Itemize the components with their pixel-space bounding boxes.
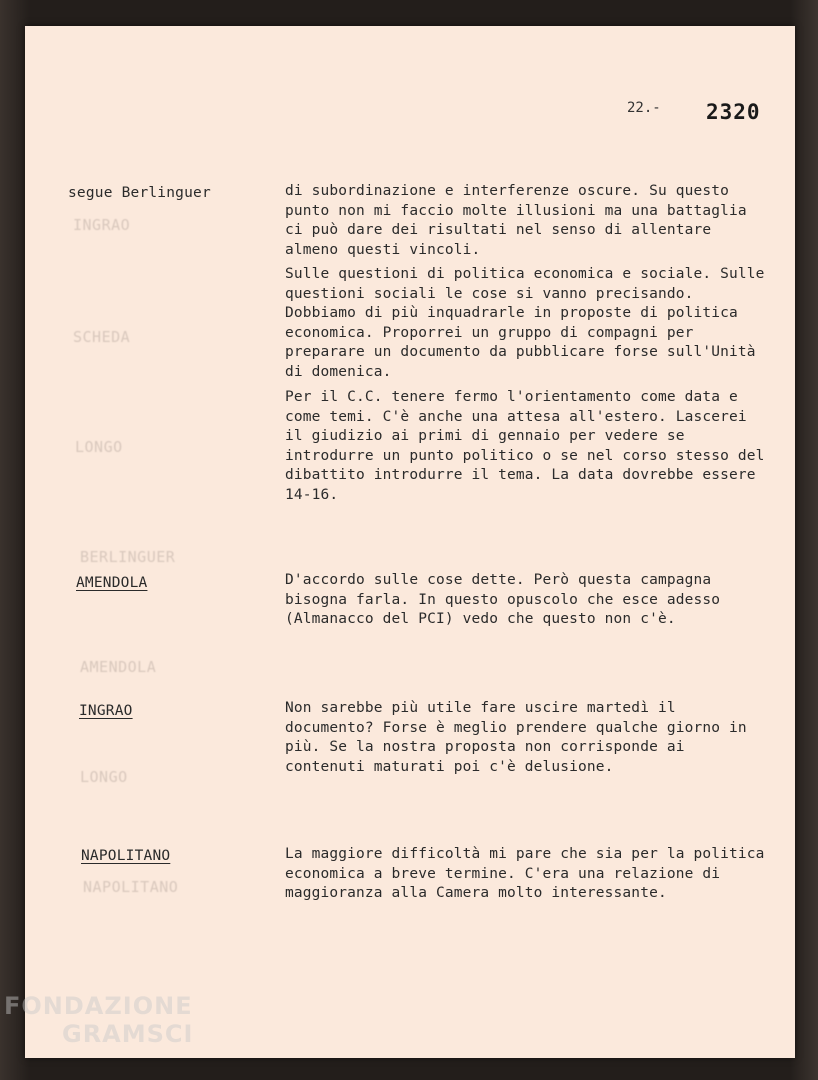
speech-paragraph: Non sarebbe più utile fare uscire martedì il documento? Forse è meglio prendere qualche giorno in più. Se la nostra proposta non corrisponde ai contenuti maturati poi c'è delusione. (285, 700, 747, 775)
fondazione-gramsci-watermark (4, 992, 193, 1048)
archive-stamp-number: 2320 (706, 100, 761, 124)
watermark-line: GRAMSCI (62, 1020, 194, 1048)
speech-paragraph: di subordinazione e interferenze oscure. Su questo punto non mi faccio molte illusioni ma una battaglia ci può dare dei risultati nel senso di allentare almeno questi vincoli. (285, 183, 747, 258)
ghost-label: SCHEDA (73, 328, 131, 346)
ghost-label: AMENDOLA (80, 658, 157, 676)
speech-paragraph: Sulle questioni di politica economica e sociale. Sulle questioni sociali le cose si vanno precisando. Dobbiamo di più inquadrarle in proposte di politica economica. Proporrei un gruppo di compagni per preparare un documento da pubblicare forse sull'Unità di domenica. (285, 266, 765, 380)
watermark-line: FONDAZIONE (4, 992, 193, 1020)
speech-paragraph: Per il C.C. tenere fermo l'orientamento come data e come temi. C'è anche una attesa all'estero. Lascerei il giudizio ai primi di gennaio per vedere se introdurre un punto politico o se nel corso stesso del dibattito introdurre il tema. La data dovrebbe essere 14-16. (285, 389, 765, 503)
ghost-label: LONGO (75, 438, 123, 456)
page-number: 22.- (627, 100, 661, 116)
ghost-label: NAPOLITANO (83, 878, 179, 896)
speaker-name: NAPOLITANO (81, 848, 171, 864)
ghost-label: INGRAO (73, 216, 131, 234)
ghost-label: LONGO (80, 768, 128, 786)
speech-paragraph: La maggiore difficoltà mi pare che sia per la politica economica a breve termine. C'era una relazione di maggioranza alla Camera molto interessante. (285, 846, 765, 901)
ghost-label: BERLINGUER (80, 548, 176, 566)
speaker-name: segue Berlinguer (68, 185, 211, 201)
speaker-name: AMENDOLA (76, 575, 148, 591)
speech-paragraph: D'accordo sulle cose dette. Però questa campagna bisogna farla. In questo opuscolo che esce adesso (Almanacco del PCI) vedo che questo non c'è. (285, 572, 721, 627)
speaker-name: INGRAO (79, 703, 133, 719)
